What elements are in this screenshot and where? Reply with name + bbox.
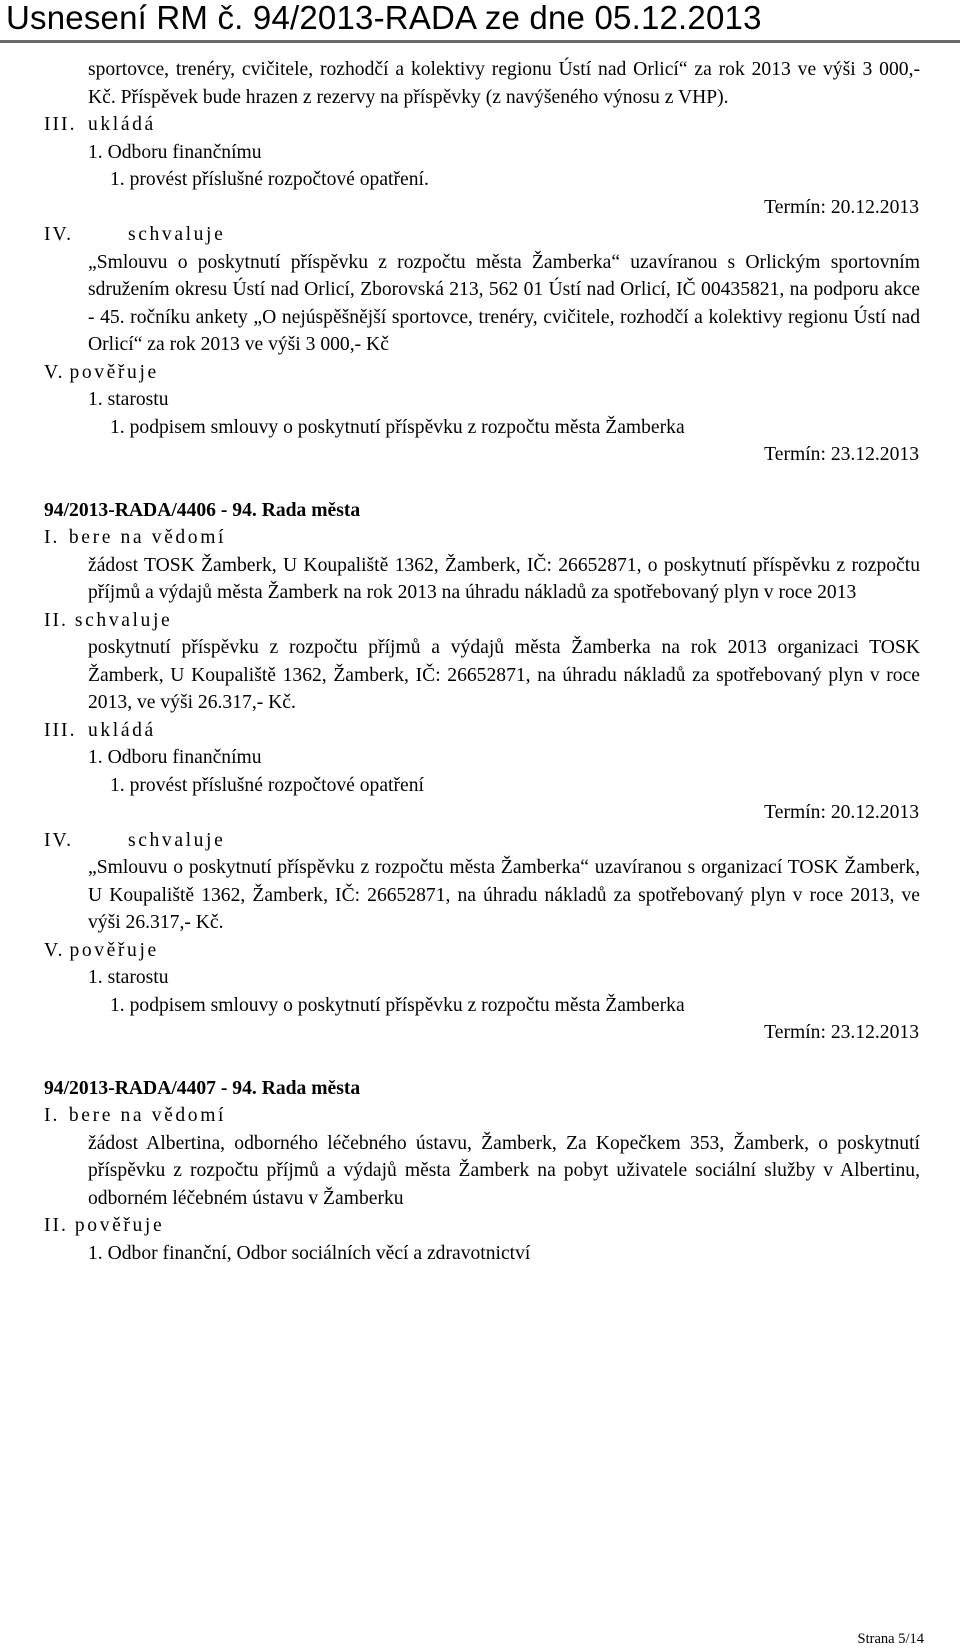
section-number: II.	[44, 609, 68, 631]
section-number: IV.	[44, 829, 74, 851]
section-bere-na-vedomi	[44, 524, 960, 552]
section-keyword: pověřuje	[69, 361, 159, 383]
deadline: Termín: 20.12.2013	[764, 196, 919, 218]
header-rule	[0, 40, 960, 43]
section-keyword: bere na vědomí	[68, 1105, 227, 1126]
section-bere-na-vedomi	[44, 1102, 960, 1130]
section-number: IV.	[44, 224, 74, 245]
deadline: Termín: 23.12.2013	[764, 444, 919, 465]
task-recipient: 1. Odbor finanční, Odbor sociálních věcí a zdravotnictví	[88, 1242, 531, 1264]
resolution-heading: 94/2013-RADA/4407 - 94. Rada města	[44, 1077, 361, 1099]
section-number: II.	[44, 1215, 68, 1236]
deadline: Termín: 20.12.2013	[764, 802, 919, 823]
section-keyword: ukládá	[88, 719, 156, 741]
section-schvaluje	[44, 607, 960, 635]
resolution-4407	[0, 1075, 960, 1268]
task-recipient: 1. starostu	[88, 389, 169, 410]
section-number: III.	[44, 114, 77, 135]
resolution-heading: 94/2013-RADA/4406 - 94. Rada města	[44, 499, 361, 521]
contract-paragraph: „Smlouvu o poskytnutí příspěvku z rozpočtu města Žamberka“ uzavíranou s organizací TOSK Žamberk, U Koupaliště 1362, Žamberk, IČ: 26652871, na úhradu nákladů za spotřebovaný plyn v roce 2013, ve výši 26.317,- Kč.	[88, 857, 920, 933]
task-recipient: 1. starostu	[88, 967, 169, 988]
acknowledgement-paragraph: žádost TOSK Žamberk, U Koupaliště 1362, Žamberk, IČ: 26652871, o poskytnutí příspěvku z rozpočtu příjmů a výdajů města Žamberk na rok 2013 na úhradu nákladů za spotřebovaný plyn v roce 2013	[88, 554, 920, 603]
section-povoruje	[44, 937, 960, 965]
section-keyword: schvaluje	[128, 224, 226, 245]
section-povoruje	[44, 359, 960, 387]
section-schvaluje	[44, 221, 960, 249]
section-number: V.	[44, 361, 65, 383]
task-item: 1. podpisem smlouvy o poskytnutí příspěvku z rozpočtu města Žamberka	[110, 416, 685, 438]
section-keyword: pověřuje	[74, 1215, 165, 1236]
approval-paragraph: „Smlouvu o poskytnutí příspěvku z rozpočtu města Žamberka“ uzavíranou s Orlickým sportovním sdružením okresu Ústí nad Orlicí, Zborovská 213, 562 01 Ústí nad Orlicí, IČ 00435821, na podporu akce - 45. ročníku ankety „O nejúspěšnější sportovce, trenéry, cvičitele, rozhodčí a kolektivy regionu Ústí nad Orlicí“ za rok 2013 ve výši 3 000,- Kč	[88, 251, 920, 355]
section-povoruje	[44, 1212, 960, 1240]
section-number: I.	[44, 1105, 60, 1126]
section-keyword: schvaluje	[74, 609, 173, 631]
section-number: I.	[44, 527, 60, 548]
continuation-block	[0, 56, 960, 469]
section-schvaluje-contract	[44, 827, 960, 855]
task-recipient: 1. Odboru finančnímu	[88, 141, 262, 163]
task-recipient: 1. Odboru finančnímu	[88, 747, 262, 768]
section-number: III.	[44, 719, 77, 741]
task-item: 1. provést příslušné rozpočtové opatření.	[110, 169, 429, 190]
section-ulada	[44, 111, 960, 139]
task-item: 1. provést příslušné rozpočtové opatření	[110, 774, 424, 796]
approval-paragraph: poskytnutí příspěvku z rozpočtu příjmů a výdajů města Žamberka na rok 2013 organizaci TOSK Žamberk, U Koupaliště 1362, Žamberk, IČ: 26652871, na úhradu nákladů za spotřebovaný plyn v roce 2013, ve výši 26.317,- Kč.	[88, 637, 920, 713]
section-keyword: schvaluje	[128, 829, 226, 851]
task-item: 1. podpisem smlouvy o poskytnutí příspěvku z rozpočtu města Žamberka	[110, 994, 685, 1016]
section-number: V.	[44, 939, 65, 961]
resolution-4406	[0, 497, 960, 1047]
section-uklada	[44, 717, 960, 745]
section-keyword: bere na vědomí	[68, 527, 227, 548]
continuation-paragraph: sportovce, trenéry, cvičitele, rozhodčí a kolektivy regionu Ústí nad Orlicí“ za rok 2013 ve výši 3 000,- Kč. Příspěvek bude hrazen z rezervy na příspěvky (z navýšeného výnosu z VHP).	[88, 59, 920, 108]
section-keyword: pověřuje	[69, 939, 159, 961]
deadline: Termín: 23.12.2013	[764, 1022, 919, 1043]
document-header-title: Usnesení RM č. 94/2013-RADA ze dne 05.12.2013	[6, 0, 762, 36]
acknowledgement-paragraph: žádost Albertina, odborného léčebného ústavu, Žamberk, Za Kopečkem 353, Žamberk, o poskytnutí příspěvku z rozpočtu příjmů a výdajů města Žamberk na pobyt uživatele sociální služby v Albertinu, odborném léčebném ústavu v Žamberku	[88, 1132, 920, 1209]
document-body	[0, 56, 960, 1267]
page-number: Strana 5/14	[857, 1631, 924, 1647]
section-keyword: ukládá	[88, 114, 156, 135]
